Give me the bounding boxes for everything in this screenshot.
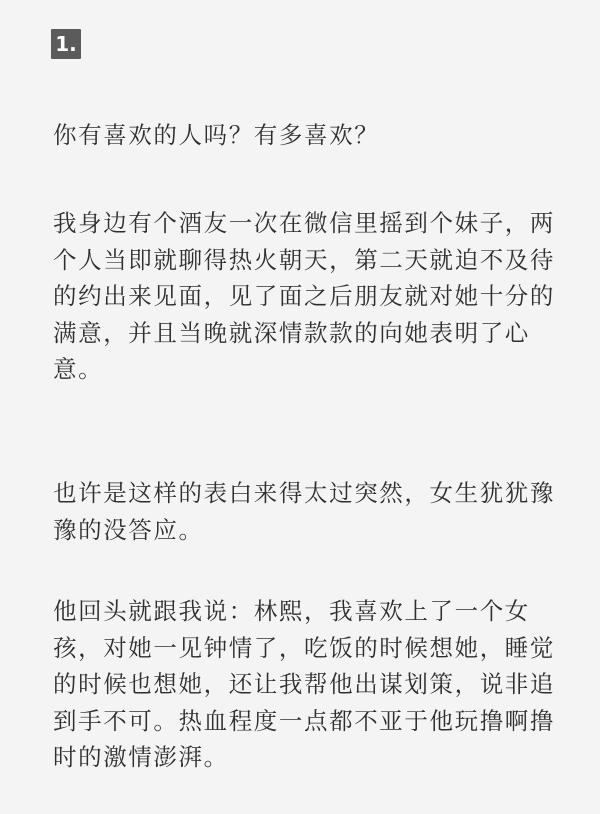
paragraph-confession: 也许是这样的表白来得太过突然，女生犹犹豫豫的没答应。 bbox=[53, 479, 555, 544]
section-number-badge: 1. bbox=[51, 29, 81, 59]
paragraph-question: 你有喜欢的人吗？有多喜欢？ bbox=[53, 121, 380, 149]
paragraph-friend-quote: 他回头就跟我说：林熙，我喜欢上了一个女孩，对她一见钟情了，吃饭的时候想她，睡觉的时候也想她，还让我帮他出谋划策，说非追到手不可。热血程度一点都不亚于他玩撸啊撸时的激情澎湃。 bbox=[53, 597, 555, 771]
paragraph-friend-story: 我身边有个酒友一次在微信里摇到个妹子，两个人当即就聊得热火朝天，第二天就迫不及待的约出来见面，见了面之后朋友就对她十分的满意，并且当晚就深情款款的向她表明了心意。 bbox=[53, 209, 555, 383]
